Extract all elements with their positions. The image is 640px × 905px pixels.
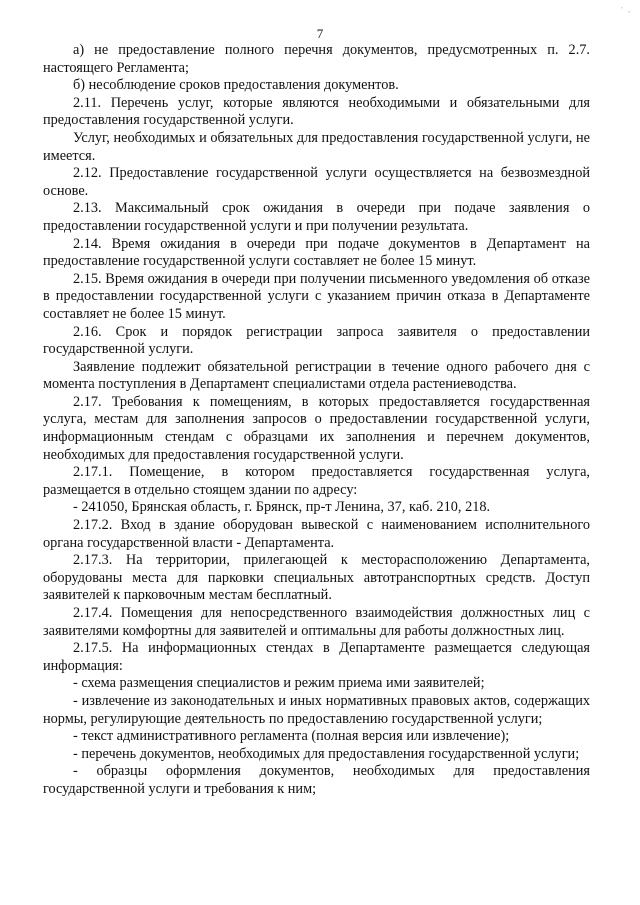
paragraph-2-11-text: Услуг, необходимых и обязательных для предоставления государственной услуги, не имеется. <box>43 129 590 164</box>
paragraph-2-13: 2.13. Максимальный срок ожидания в очереди при подаче заявления о предоставлении государственной услуги и при получении результата. <box>43 200 590 234</box>
paragraph-refusal-b: б) несоблюдение сроков предоставления документов. <box>73 77 399 94</box>
paragraph-2-17-5: 2.17.5. На информационных стендах в Департаменте размещается следующая информация: <box>43 640 590 674</box>
list-item-documents-list: - перечень документов, необходимых для предоставления государственной услуги; <box>73 745 580 762</box>
paragraph-2-11: 2.11. Перечень услуг, которые являются необходимыми и обязательными для предоставления государственной услуги. <box>43 94 590 129</box>
list-item-regulation-text: - текст административного регламента (полная версия или извлечение); <box>73 728 510 745</box>
paragraph-2-17: 2.17. Требования к помещениям, в которых предоставляется государственная услуга, местам для заполнения запросов о предоставлении государственной услуги, информационным стендам с образцами их заполнения и перечнем документов, необходимых для предоставления государственной услуги. <box>43 393 590 463</box>
paragraph-2-16: 2.16. Срок и порядок регистрации запроса заявителя о предоставлении государственной услуги. <box>43 323 590 358</box>
page-number: 7 <box>316 26 324 41</box>
paragraph-2-17-3: 2.17.3. На территории, прилегающей к месторасположению Департамента, оборудованы места для парковки специальных автотранспортных средств. Доступ заявителей к парковочным местам бесплатный. <box>43 552 590 604</box>
scan-corner-mark: ' , <box>621 6 632 14</box>
paragraph-2-17-4: 2.17.4. Помещения для непосредственного взаимодействия должностных лиц с заявителями комфортны для заявителей и оптимальны для работы должностных лиц. <box>43 605 590 639</box>
paragraph-2-12: 2.12. Предоставление государственной услуги осуществляется на безвозмездной основе. <box>43 165 590 199</box>
paragraph-2-17-1: 2.17.1. Помещение, в котором предоставляется государственная услуга, размещается в отдельно стоящем здании по адресу: <box>43 464 590 498</box>
paragraph-refusal-a: а) не предоставление полного перечня документов, предусмотренных п. 2.7. настоящего Регламента; <box>43 42 590 76</box>
paragraph-2-15: 2.15. Время ожидания в очереди при получении письменного уведомления об отказе в предоставлении государственной услуги с указанием причин отказа в Департаменте составляет не более 15 минут. <box>43 270 590 322</box>
list-item-scheme: - схема размещения специалистов и режим приема ими заявителей; <box>73 675 485 692</box>
list-item-legal-extract: - извлечение из законодательных и иных нормативных правовых актов, содержащих нормы, регулирующие деятельность по предоставлению государственной услуги; <box>43 692 590 727</box>
paragraph-2-16-text: Заявление подлежит обязательной регистрации в течение одного рабочего дня с момента поступления в Департамент специалистами отдела растениеводства. <box>43 358 590 393</box>
document-body <box>43 42 590 799</box>
paragraph-address: - 241050, Брянская область, г. Брянск, пр-т Ленина, 37, каб. 210, 218. <box>73 499 491 516</box>
paragraph-2-14: 2.14. Время ожидания в очереди при подаче документов в Департамент на предоставление государственной услуги составляет не более 15 минут. <box>43 235 590 270</box>
paragraph-2-17-2: 2.17.2. Вход в здание оборудован вывеской с наименованием исполнительного органа государственной власти - Департамента. <box>43 517 590 551</box>
list-item-document-samples: - образцы оформления документов, необходимых для предоставления государственной услуги и требования к ним; <box>43 763 590 797</box>
